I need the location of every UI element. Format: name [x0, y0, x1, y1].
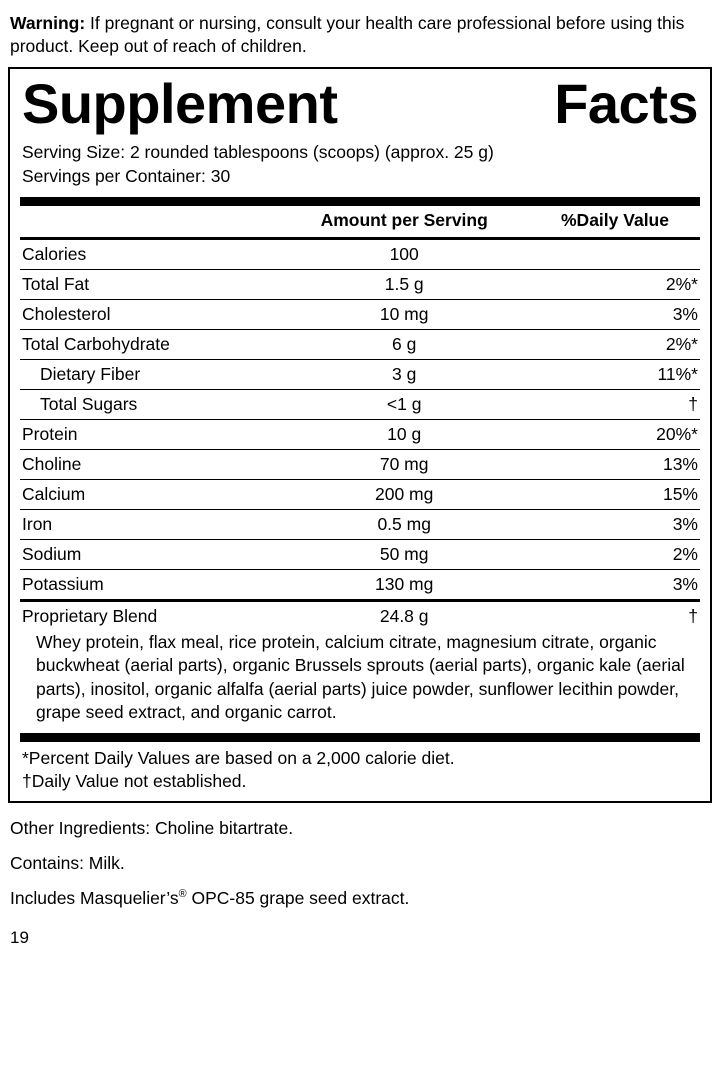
panel-title-supplement: Supplement: [22, 71, 338, 135]
row-dv: 3%: [530, 509, 700, 539]
blend-row: [20, 602, 700, 631]
contains-allergens: Contains: Milk.: [10, 853, 125, 874]
table-row: [20, 359, 700, 389]
row-name: Total Carbohydrate: [20, 329, 278, 359]
proprietary-blend-table: [20, 602, 700, 631]
warning-text: [8, 8, 712, 65]
table-row: [20, 389, 700, 419]
row-dv: 2%*: [530, 269, 700, 299]
servings-per-container: Servings per Container: 30: [22, 165, 231, 186]
other-ingredients: Other Ingredients: Choline bitartrate.: [10, 818, 294, 839]
nutrition-rows: [20, 240, 700, 599]
table-row: [20, 509, 700, 539]
table-row: [20, 419, 700, 449]
blend-amount: 24.8 g: [379, 605, 429, 626]
supplement-facts-panel: [8, 67, 712, 804]
footnote-dagger: †Daily Value not established.: [22, 771, 247, 792]
row-name: Dietary Fiber: [20, 359, 278, 389]
row-amount: 1.5 g: [278, 269, 530, 299]
row-name: Iron: [20, 509, 278, 539]
table-row: [20, 269, 700, 299]
blend-name: Proprietary Blend: [22, 605, 158, 626]
row-name: Protein: [20, 419, 278, 449]
table-row: [20, 240, 700, 270]
includes-statement: [10, 887, 710, 910]
row-dv: 3%: [530, 299, 700, 329]
row-amount: 70 mg: [278, 449, 530, 479]
includes-prefix: Includes Masquelier’s: [10, 887, 179, 908]
footnote-daily-value: *Percent Daily Values are based on a 2,000 calorie diet.: [22, 748, 455, 769]
warning-label: Warning:: [10, 13, 86, 33]
table-row: [20, 539, 700, 569]
row-amount: <1 g: [278, 389, 530, 419]
table-row: [20, 449, 700, 479]
blend-ingredients: Whey protein, flax meal, rice protein, calcium citrate, magnesium citrate, organic buckwheat (aerial parts), organic Brussels sprouts (aerial parts), organic kale (aerial parts), inositol, organic alfalfa (aerial parts) juice powder, sunflower lecithin powder, grape seed extract, and organic carrot.: [36, 631, 685, 723]
row-name: Total Sugars: [20, 389, 278, 419]
header-nutrient: [20, 206, 278, 237]
row-amount: 3 g: [278, 359, 530, 389]
row-name: Potassium: [20, 569, 278, 599]
serving-size: Serving Size: 2 rounded tablespoons (scoops) (approx. 25 g): [22, 142, 494, 163]
panel-title-facts: Facts: [554, 71, 698, 135]
row-dv: 2%: [530, 539, 700, 569]
row-amount: 0.5 mg: [278, 509, 530, 539]
header-daily-value: %Daily Value: [561, 209, 669, 230]
row-dv: 2%*: [530, 329, 700, 359]
blend-dv: †: [688, 605, 698, 626]
panel-footnotes: [20, 742, 700, 793]
row-name: Cholesterol: [20, 299, 278, 329]
row-amount: 10 mg: [278, 299, 530, 329]
divider-thick-bottom: [20, 733, 700, 742]
header-amount-per-serving: Amount per Serving: [320, 209, 488, 230]
row-name: Total Fat: [20, 269, 278, 299]
serving-info: [20, 135, 700, 192]
row-amount: 6 g: [278, 329, 530, 359]
row-dv: 13%: [530, 449, 700, 479]
row-amount: 50 mg: [278, 539, 530, 569]
row-name: Sodium: [20, 539, 278, 569]
row-dv: †: [530, 389, 700, 419]
row-dv: [530, 240, 700, 270]
includes-suffix: OPC-85 grape seed extract.: [186, 887, 410, 908]
row-dv: 11%*: [530, 359, 700, 389]
row-name: Calcium: [20, 479, 278, 509]
registered-trademark-icon: ®: [178, 887, 187, 900]
row-dv: 20%*: [530, 419, 700, 449]
table-row: [20, 299, 700, 329]
page-number: 19: [10, 927, 29, 947]
row-name: Calories: [22, 243, 87, 264]
row-amount: 100: [389, 243, 419, 264]
row-dv: 15%: [530, 479, 700, 509]
panel-title: [20, 71, 700, 136]
nutrition-table: [20, 206, 700, 237]
row-dv: 3%: [530, 569, 700, 599]
table-row: [20, 479, 700, 509]
row-amount: 10 g: [278, 419, 530, 449]
below-panel-text: [8, 803, 712, 909]
table-header-row: [20, 206, 700, 237]
row-amount: 130 mg: [278, 569, 530, 599]
row-amount: 200 mg: [278, 479, 530, 509]
row-name: Choline: [20, 449, 278, 479]
warning-body: If pregnant or nursing, consult your health care professional before using this product. Keep out of reach of children.: [10, 13, 685, 57]
table-row: [20, 329, 700, 359]
divider-thick-top: [20, 197, 700, 206]
table-row: [20, 569, 700, 599]
